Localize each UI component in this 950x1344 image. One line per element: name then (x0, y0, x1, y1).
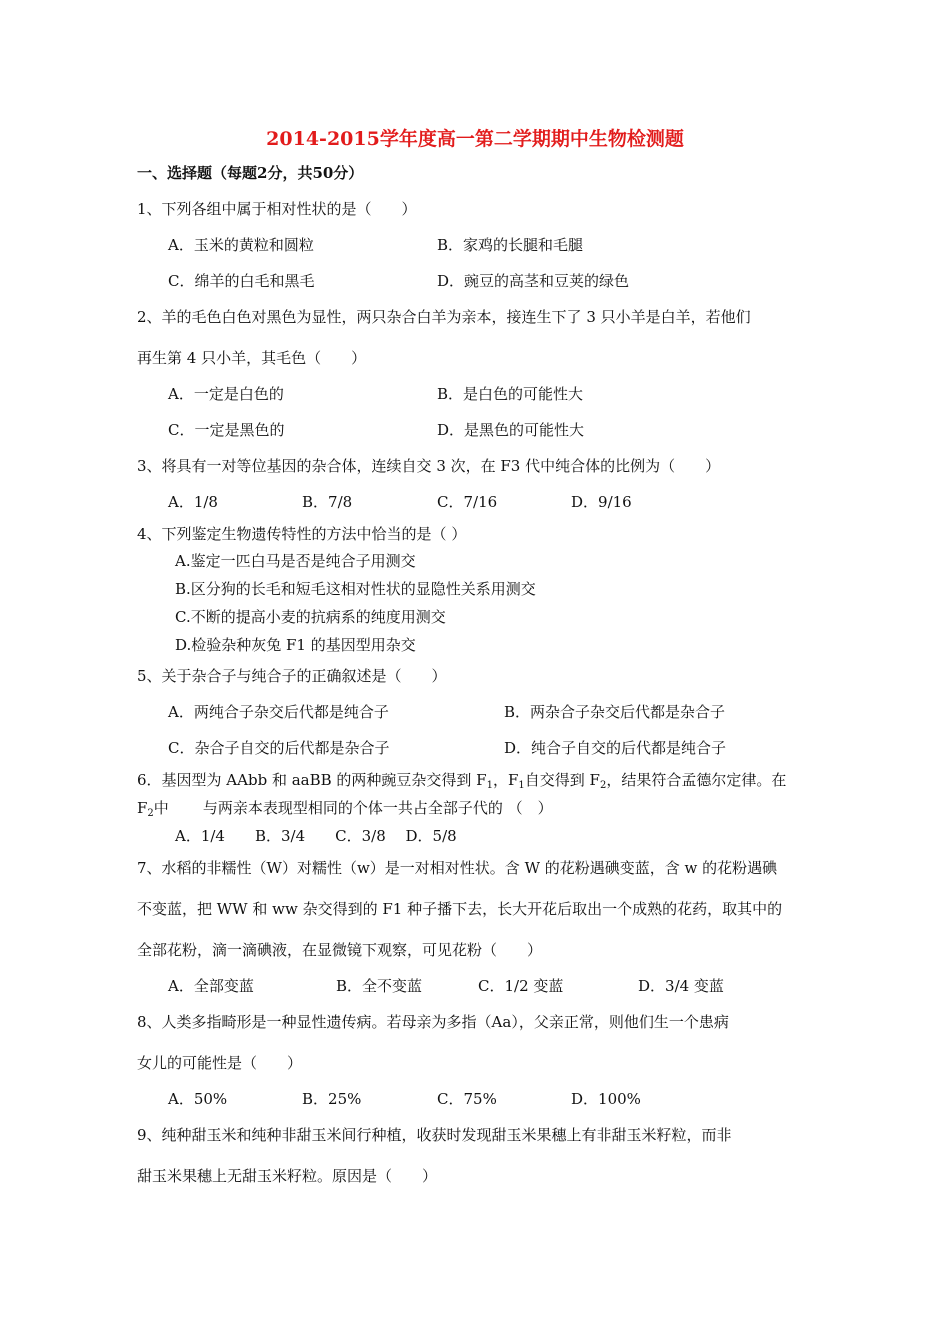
question-9-stem-line-2: 甜玉米果穗上无甜玉米籽粒。原因是（ ） (137, 1167, 438, 1185)
question-6-options: A．1/4 B．3/4 C．3/8 D．5/8 (175, 827, 457, 845)
question-8-stem-line-1: 8、人类多指畸形是一种显性遗传病。若母亲为多指（Aa），父亲正常，则他们生一个患病 (137, 1013, 729, 1031)
q6-text-3: 自交得到 F (524, 771, 600, 789)
question-4-stem: 4、下列鉴定生物遗传特性的方法中恰当的是（ ） (137, 525, 467, 543)
question-6-stem-line-2 (137, 798, 553, 818)
question-8-stem-line-2: 女儿的可能性是（ ） (137, 1054, 303, 1072)
q6-line2-rest: 与两亲本表现型相同的个体一共占全部子代的 （ ） (202, 799, 553, 817)
q6-line2-f: F (137, 799, 148, 817)
question-5-stem: 5、关于杂合子与纯合子的正确叙述是（ ） (137, 667, 447, 685)
question-5-option-a: A．两纯合子杂交后代都是纯合子 (168, 703, 389, 721)
question-6-stem-line-1 (137, 770, 786, 790)
question-4-option-c: C.不断的提高小麦的抗病系的纯度用测交 (175, 608, 446, 626)
question-3-option-c: C．7/16 (437, 493, 498, 511)
question-1-option-c: C．绵羊的白毛和黑毛 (168, 272, 315, 290)
question-5-option-d: D．纯合子自交的后代都是纯合子 (504, 739, 727, 757)
question-3-option-a: A．1/8 (168, 493, 218, 511)
question-8-option-a: A．50% (168, 1090, 228, 1108)
question-2-option-c: C．一定是黑色的 (168, 421, 285, 439)
question-4-option-b: B.区分狗的长毛和短毛这相对性状的显隐性关系用测交 (175, 580, 536, 598)
question-2-option-d: D．是黑色的可能性大 (437, 421, 585, 439)
question-7-option-d: D．3/4 变蓝 (638, 977, 724, 995)
q6-text-1: 6．基因型为 AAbb 和 aaBB 的两种豌豆杂交得到 F (137, 771, 487, 789)
question-8-option-d: D．100% (571, 1090, 641, 1108)
question-2-option-a: A．一定是白色的 (168, 385, 284, 403)
question-7-option-b: B．全不变蓝 (336, 977, 423, 995)
question-1-option-d: D．豌豆的高茎和豆荚的绿色 (437, 272, 630, 290)
question-7-stem-line-2: 不变蓝，把 WW 和 ww 杂交得到的 F1 种子播下去，长大开花后取出一个成熟的花药，取其中的 (137, 900, 783, 918)
question-7-option-c: C．1/2 变蓝 (478, 977, 564, 995)
question-7-stem-line-1: 7、水稻的非糯性（W）对糯性（w）是一对相对性状。含 W 的花粉遇碘变蓝，含 w 的花粉遇碘 (137, 859, 778, 877)
question-7-option-a: A．全部变蓝 (168, 977, 254, 995)
question-5-option-b: B．两杂合子杂交后代都是杂合子 (504, 703, 726, 721)
question-2-stem-line-1: 2、羊的毛色白色对黑色为显性，两只杂合白羊为亲本，接连生下了 3 只小羊是白羊，若他们 (137, 308, 751, 326)
question-5-option-c: C．杂合子自交的后代都是杂合子 (168, 739, 390, 757)
q6-text-4: ，结果符合孟德尔定律。在 (606, 771, 787, 789)
q6-sub-2: 1 (518, 780, 525, 791)
question-3-option-d: D．9/16 (571, 493, 632, 511)
question-1-stem: 1、下列各组中属于相对性状的是（ ） (137, 200, 417, 218)
question-3-option-b: B．7/8 (302, 493, 353, 511)
question-3-stem: 3、将具有一对等位基因的杂合体，连续自交 3 次，在 F3 代中纯合体的比例为（ ） (137, 457, 721, 475)
question-7-stem-line-3: 全部花粉，滴一滴碘液，在显微镜下观察，可见花粉（ ） (137, 941, 543, 959)
question-8-option-b: B．25% (302, 1090, 362, 1108)
question-1-option-a: A．玉米的黄粒和圆粒 (168, 236, 314, 254)
question-2-stem-line-2: 再生第 4 只小羊，其毛色（ ） (137, 349, 367, 367)
q6-text-2: ，F (492, 771, 519, 789)
question-4-option-d: D.检验杂种灰兔 F1 的基因型用杂交 (175, 636, 416, 654)
question-9-stem-line-1: 9、纯种甜玉米和纯种非甜玉米间行种植，收获时发现甜玉米果穗上有非甜玉米籽粒，而非 (137, 1126, 732, 1144)
q6-sub-1: 1 (486, 780, 493, 791)
q6-sub-3: 2 (599, 780, 607, 791)
question-4-option-a: A.鉴定一匹白马是否是纯合子用测交 (175, 552, 416, 570)
question-8-option-c: C．75% (437, 1090, 497, 1108)
question-1-option-b: B．家鸡的长腿和毛腿 (437, 236, 584, 254)
q6-line2-zhong: 中 (153, 799, 169, 817)
q6-line2-sub: 2 (147, 808, 154, 819)
question-2-option-b: B．是白色的可能性大 (437, 385, 584, 403)
section-heading: 一、选择题（每题2分，共50分） (137, 164, 364, 182)
page-title: 2014-2015学年度高一第二学期期中生物检测题 (266, 128, 684, 150)
